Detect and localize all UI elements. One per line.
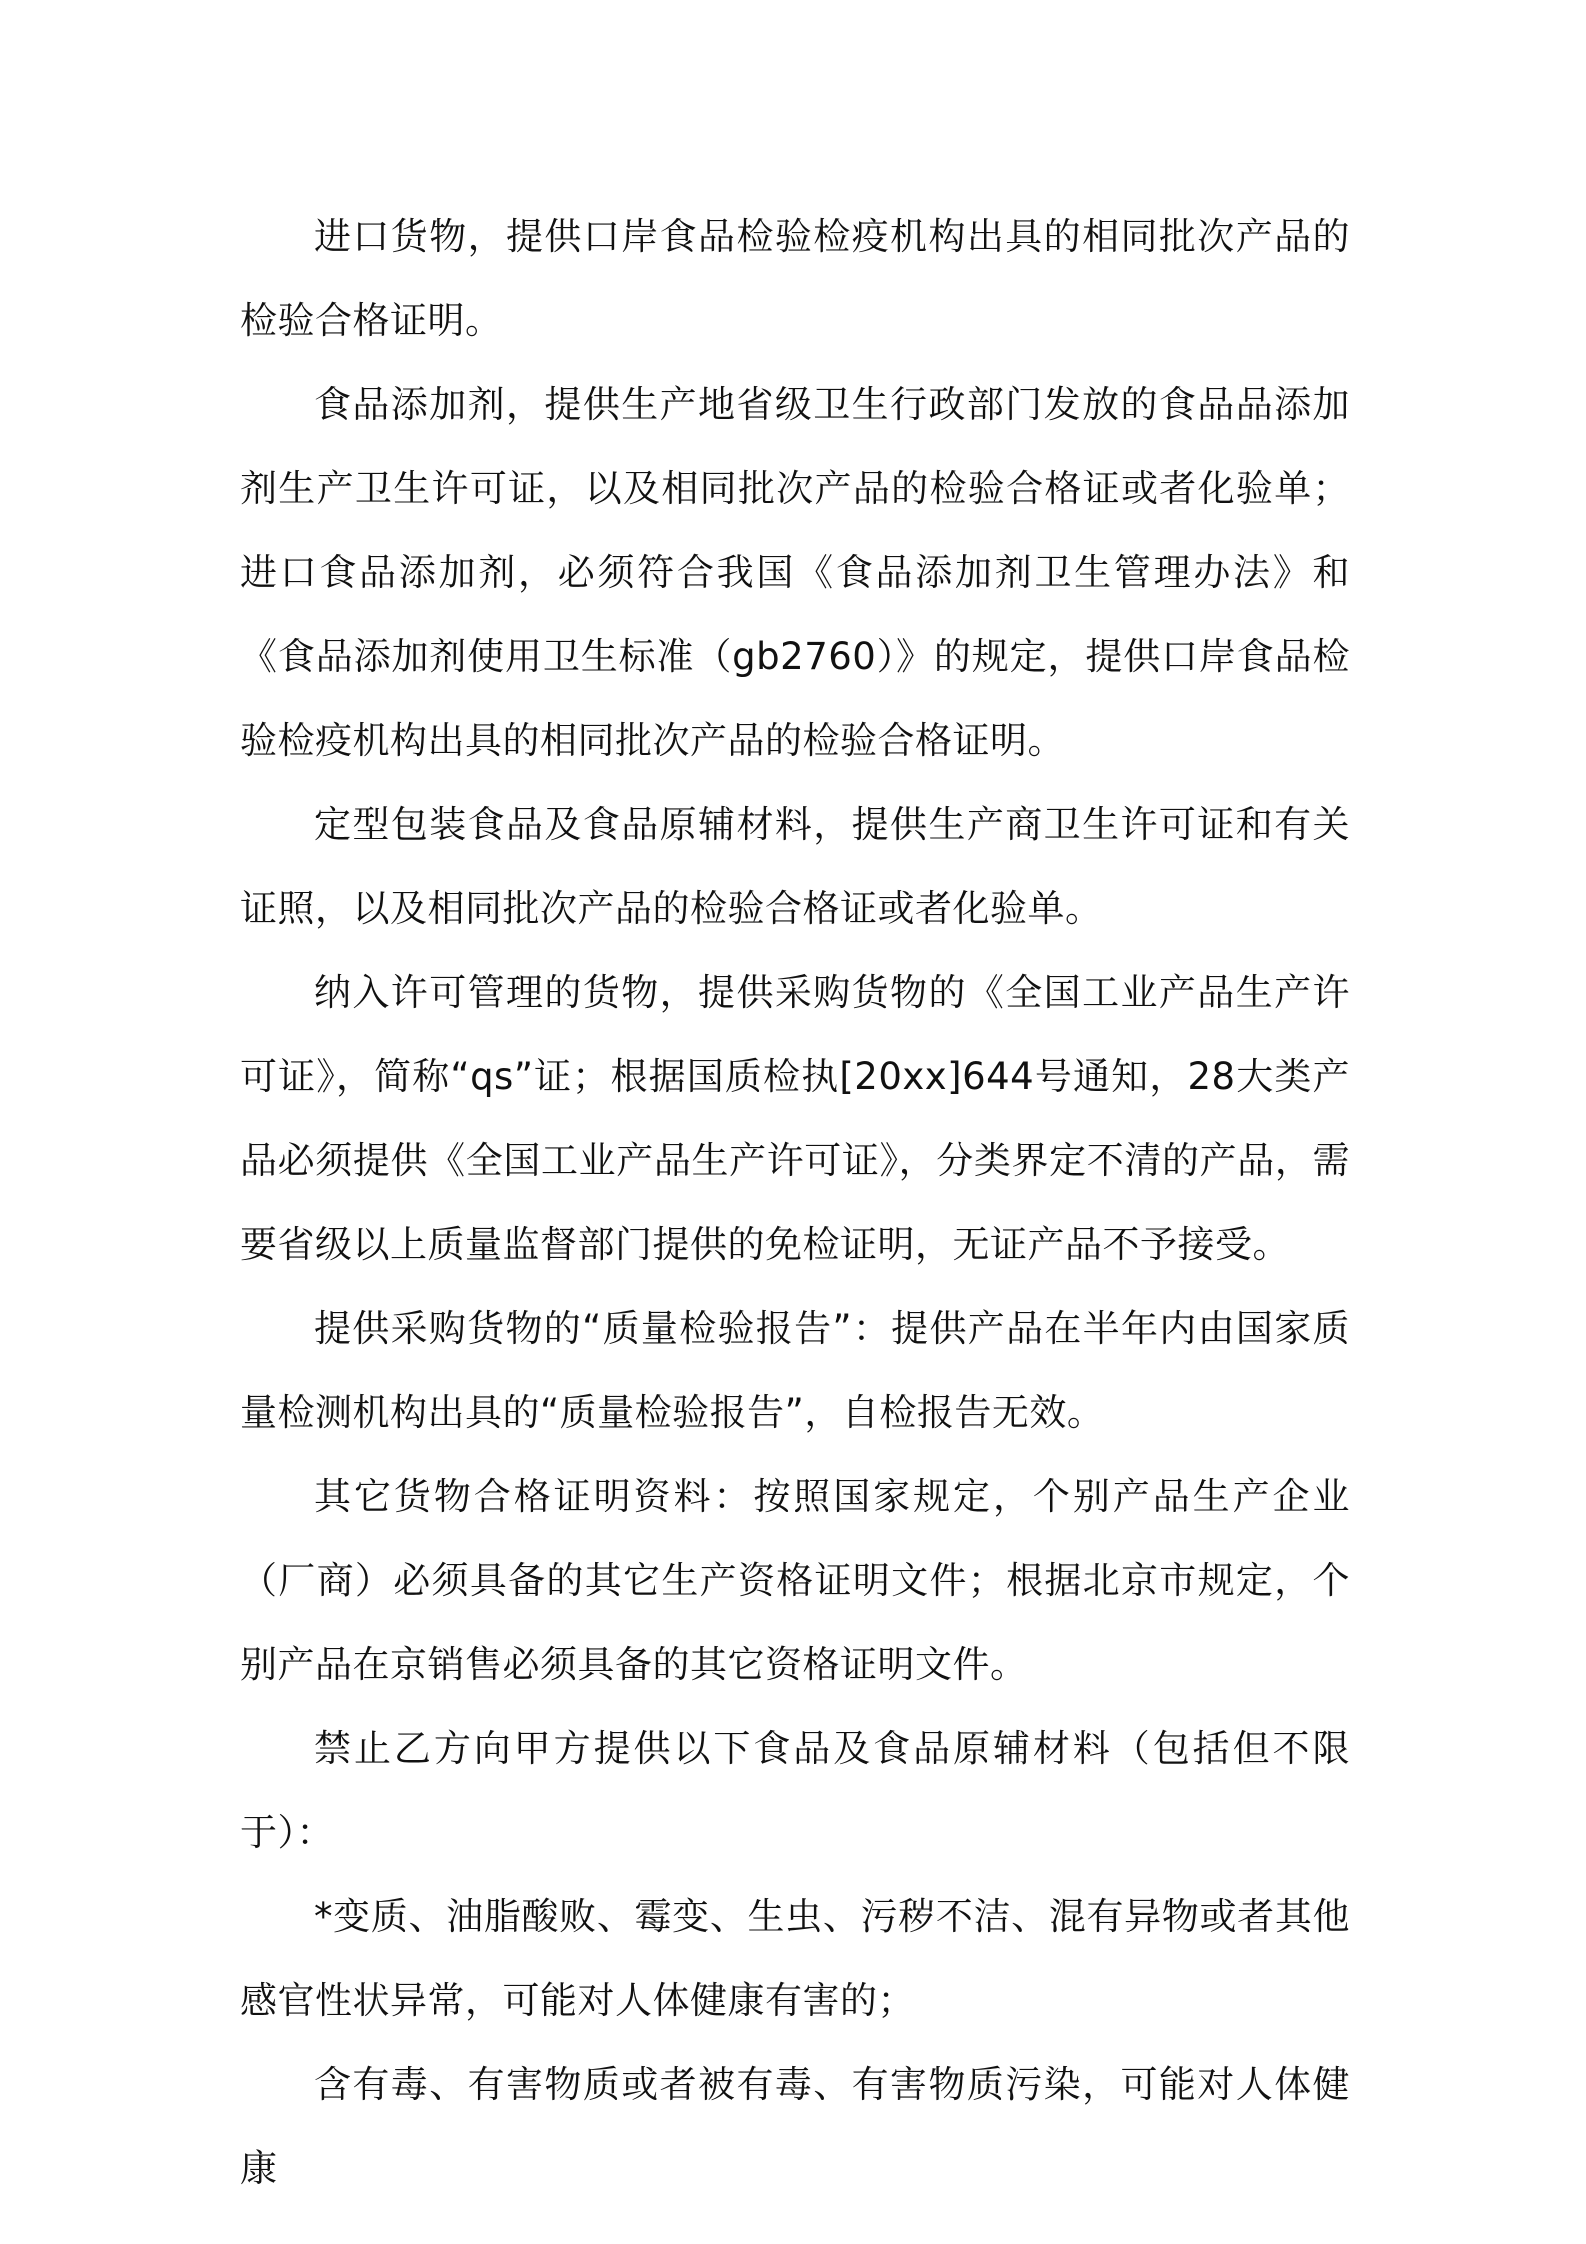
paragraph-prohibited-toxic: 含有毒、有害物质或者被有毒、有害物质污染，可能对人体健康 [240, 2063, 1350, 2190]
paragraph-imported-goods: 进口货物，提供口岸食品检验检疫机构出具的相同批次产品的检验合格证明。 [240, 215, 1350, 342]
paragraph-prohibited-spoiled: *变质、油脂酸败、霉变、生虫、污秽不洁、混有异物或者其他感官性状异常，可能对人体健康有害的； [240, 1895, 1350, 2022]
paragraph-quality-report: 提供采购货物的“质量检验报告”：提供产品在半年内由国家质量检测机构出具的“质量检验报告”，自检报告无效。 [240, 1307, 1350, 1434]
paragraph-licensed-goods: 纳入许可管理的货物，提供采购货物的《全国工业产品生产许可证》，简称“qs”证；根据国质检执[20xx]644号通知，28大类产品必须提供《全国工业产品生产许可证》，分类界定不清的产品，需要省级以上质量监督部门提供的免检证明，无证产品不予接受。 [240, 971, 1350, 1266]
paragraph-other-certificates: 其它货物合格证明资料：按照国家规定，个别产品生产企业（厂商）必须具备的其它生产资格证明文件；根据北京市规定，个别产品在京销售必须具备的其它资格证明文件。 [240, 1475, 1350, 1686]
document-body [240, 195, 1350, 2211]
paragraph-packaged-food: 定型包装食品及食品原辅材料，提供生产商卫生许可证和有关证照，以及相同批次产品的检验合格证或者化验单。 [240, 803, 1350, 930]
paragraph-prohibited-intro: 禁止乙方向甲方提供以下食品及食品原辅材料（包括但不限于）： [240, 1727, 1350, 1854]
paragraph-food-additives: 食品添加剂，提供生产地省级卫生行政部门发放的食品品添加剂生产卫生许可证，以及相同批次产品的检验合格证或者化验单；进口食品添加剂，必须符合我国《食品添加剂卫生管理办法》和《食品添加剂使用卫生标准（gb2760）》的规定，提供口岸食品检验检疫机构出具的相同批次产品的检验合格证明。 [240, 383, 1350, 762]
